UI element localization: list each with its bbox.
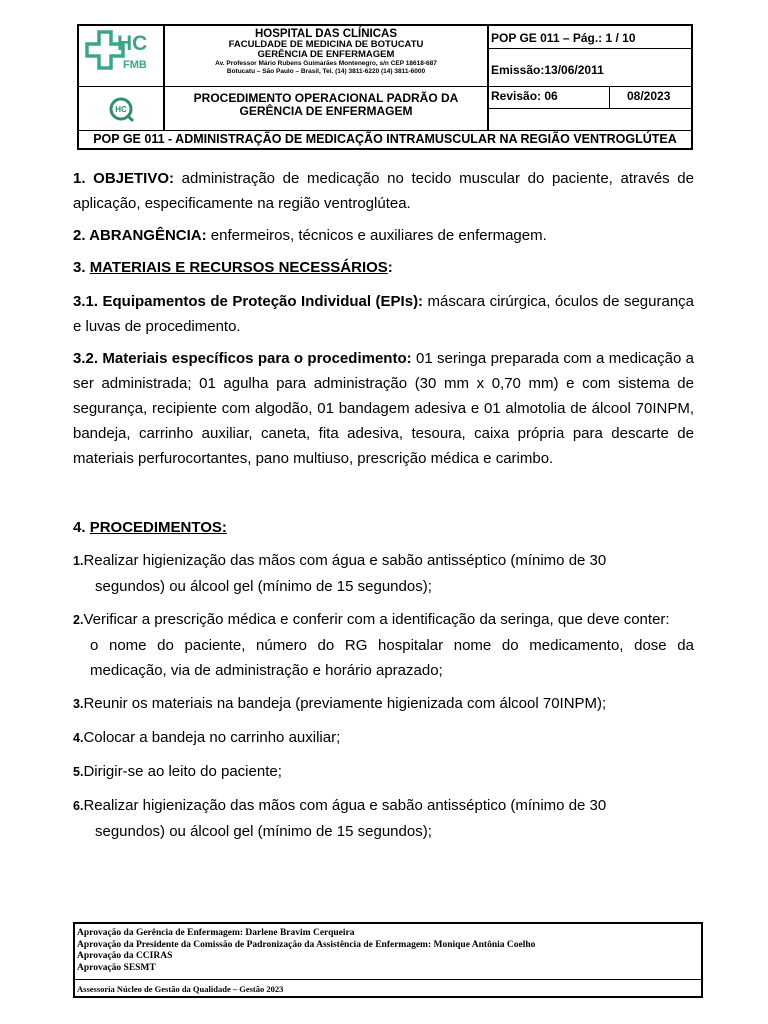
section-objetivo bbox=[73, 166, 694, 216]
header-divider bbox=[487, 48, 691, 49]
step-text-continuation: o nome do paciente, número do RG hospitalar nome do medicamento, dose da medicação, via de administração e horário aprazado; bbox=[90, 637, 694, 679]
faculty-name: FACULDADE DE MEDICINA DE BOTUCATU bbox=[228, 39, 424, 50]
step-text: Colocar a bandeja no carrinho auxiliar; bbox=[83, 729, 341, 746]
step-text: Realizar higienização das mãos com água e sabão antisséptico (mínimo de 30 bbox=[83, 552, 607, 569]
section-suffix: : bbox=[387, 259, 393, 276]
approval-line: Aprovação da Gerência de Enfermagem: Darlene Bravim Cerqueira bbox=[77, 928, 355, 938]
institution-name: HOSPITAL DAS CLÍNICAS bbox=[254, 28, 398, 40]
address-line-2: Botucatu – São Paulo – Brasil, Tel. (14) 3811-6220 (14) 3811-6000 bbox=[226, 68, 426, 75]
address-line-1: Av. Professor Mário Rubens Guimarães Montenegro, s/n CEP 18618-687 bbox=[215, 60, 437, 67]
approval-line: Aprovação da Presidente da Comissão de Padronização da Assistência de Enfermagem: Monique Antônia Coelho bbox=[77, 939, 536, 950]
section-text: administração de medicação no tecido muscular do paciente, através de aplicação, especificamente na região ventroglútea. bbox=[73, 170, 694, 212]
section-materiais-especificos bbox=[73, 346, 694, 471]
header-divider bbox=[487, 26, 489, 130]
revision-date: 08/2023 bbox=[627, 89, 671, 103]
approval-list bbox=[77, 928, 535, 974]
section-text: máscara cirúrgica, óculos de segurança e luvas de procedimento. bbox=[73, 293, 695, 335]
approval-line: Aprovação da CCIRAS bbox=[77, 951, 173, 961]
header-divider bbox=[79, 130, 691, 131]
step-number: 5. bbox=[73, 765, 84, 779]
section-text: enfermeiros, técnicos e auxiliares de enfermagem. bbox=[206, 227, 547, 244]
header-divider bbox=[79, 86, 691, 87]
document-body bbox=[73, 166, 694, 844]
approval-footer bbox=[73, 922, 703, 998]
approval-line: Aprovação SESMT bbox=[77, 962, 156, 973]
step-number: 2. bbox=[73, 613, 84, 627]
section-label: 3.2. Materiais específicos para o procedimento: bbox=[73, 350, 412, 367]
step-number: 1. bbox=[73, 554, 84, 568]
step-text: Dirigir-se ao leito do paciente; bbox=[83, 763, 282, 780]
hospital-logo bbox=[79, 26, 163, 86]
list-item bbox=[73, 759, 694, 785]
hospital-logo-icon bbox=[79, 26, 163, 86]
list-item bbox=[73, 725, 694, 751]
document-title: POP GE 011 - ADMINISTRAÇÃO DE MEDICAÇÃO INTRAMUSCULAR NA REGIÃO VENTROGLÚTEA bbox=[93, 132, 677, 146]
section-label: 1. OBJETIVO: bbox=[73, 170, 174, 187]
section-prefix: 3. bbox=[73, 259, 90, 276]
quality-office: Assessoria Núcleo de Gestão da Qualidade – Gestão 2023 bbox=[77, 984, 284, 994]
quality-logo bbox=[79, 88, 163, 130]
pop-page-number: POP GE 011 – Pág.: 1 / 10 bbox=[491, 31, 636, 45]
step-text: Verificar a prescrição médica e conferir com a identificação da seringa, que deve conter: bbox=[83, 611, 670, 628]
section-label: MATERIAIS E RECURSOS NECESSÁRIOS bbox=[89, 259, 388, 276]
quality-logo-icon bbox=[79, 88, 163, 130]
section-abrangencia bbox=[73, 223, 694, 248]
revision-number: Revisão: 06 bbox=[491, 89, 558, 103]
footer-divider bbox=[75, 979, 701, 980]
step-text-continuation: segundos) ou álcool gel (mínimo de 15 segundos); bbox=[95, 823, 432, 840]
quality-logo-text: HC bbox=[115, 105, 127, 114]
logo-subtext: FMB bbox=[123, 59, 147, 71]
section-procedimentos bbox=[73, 515, 694, 540]
procedure-title: PROCEDIMENTO OPERACIONAL PADRÃO DA GERÊNCIA DE ENFERMAGEM bbox=[193, 91, 459, 118]
list-item bbox=[73, 691, 694, 717]
step-number: 4. bbox=[73, 731, 84, 745]
section-label: PROCEDIMENTOS: bbox=[89, 519, 227, 536]
document-header bbox=[77, 24, 693, 150]
list-item bbox=[73, 548, 694, 599]
step-number: 6. bbox=[73, 799, 84, 813]
logo-text: HC bbox=[117, 32, 148, 55]
section-prefix: 4. bbox=[73, 519, 90, 536]
list-item bbox=[73, 607, 694, 683]
step-text-continuation: segundos) ou álcool gel (mínimo de 15 segundos); bbox=[95, 578, 432, 595]
department-name: GERÊNCIA DE ENFERMAGEM bbox=[257, 49, 395, 60]
section-epis bbox=[73, 289, 694, 339]
section-text: 01 seringa preparada com a medicação a ser administrada; 01 agulha para administração (30 mm x 0,70 mm) e com sistema de segurança, recipiente com algodão, 01 bandagem adesiva e 01 almotolia de álcool 70INPM, bandeja, carrinho auxiliar, caneta, fita adesiva, tesoura, caixa própria para descarte de materiais perfurocortantes, pano multiuso, prescrição médica e carimbo. bbox=[73, 350, 694, 467]
section-label: 3.1. Equipamentos de Proteção Individual (EPIs): bbox=[73, 293, 424, 310]
section-materiais bbox=[73, 255, 694, 280]
step-text: Realizar higienização das mãos com água e sabão antisséptico (mínimo de 30 bbox=[83, 797, 607, 814]
step-number: 3. bbox=[73, 697, 84, 711]
section-label: 2. ABRANGÊNCIA: bbox=[73, 227, 207, 244]
emission-date: Emissão:13/06/2011 bbox=[491, 63, 604, 77]
list-item bbox=[73, 793, 694, 844]
header-divider bbox=[487, 108, 691, 109]
header-divider bbox=[609, 86, 610, 108]
step-text: Reunir os materiais na bandeja (previamente higienizada com álcool 70INPM); bbox=[83, 695, 607, 712]
institution-block bbox=[165, 28, 487, 76]
